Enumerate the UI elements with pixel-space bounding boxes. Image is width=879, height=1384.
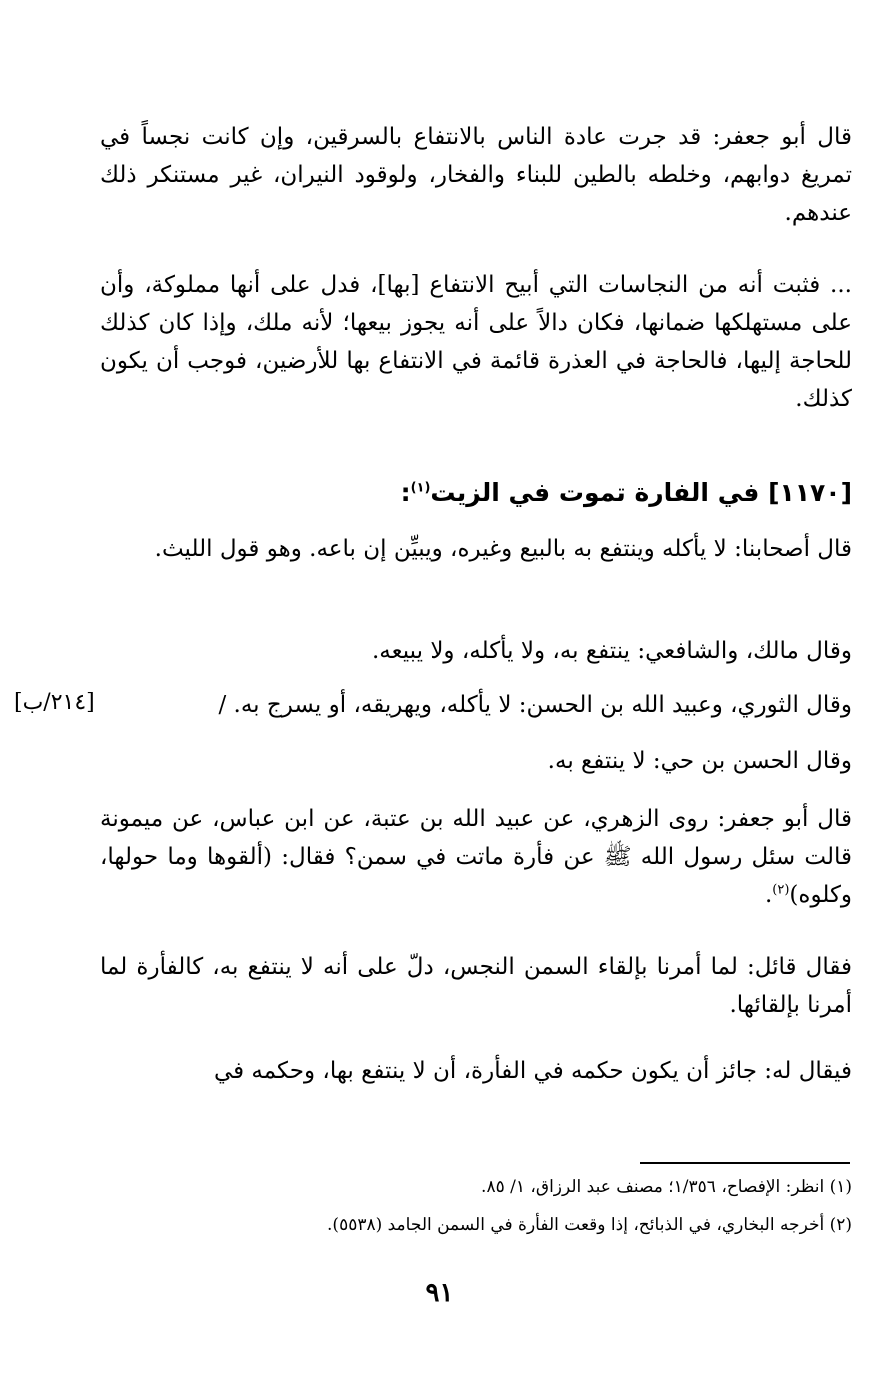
heading-colon: : xyxy=(400,478,411,507)
manuscript-folio-reference: [٢١٤/ب] xyxy=(14,690,95,715)
paragraph-2: ... فثبت أنه من النجاسات التي أبيح الانتفاع [بها]، فدل على أنها مملوكة، وأن على مستهلكها ضمانها، فكان دالاً على أنه يجوز بيعها؛ لأنه ملك، وإذا كان كذلك للحاجة إليها، فالحاجة في العذرة قائمة في الانتفاع بها للأرضين، فوجب أن يكون كذلك. xyxy=(100,272,852,412)
footnote-2: (٢) أخرجه البخاري، في الذبائح، إذا وقعت الفأرة في السمن الجامد (٥٥٣٨). xyxy=(327,1215,852,1235)
footnote-marker-1: (١) xyxy=(410,480,431,496)
paragraph-8: فقال قائل: لما أمرنا بإلقاء السمن النجس، دلّ على أنه لا ينتفع به، كالفأرة لما أمرنا بإلقائها. xyxy=(100,954,853,1018)
section-heading xyxy=(100,478,852,507)
footnote-marker-2: (٢) xyxy=(772,882,790,898)
footnote-1: (١) انظر: الإفصاح، ١/٣٥٦؛ مصنف عبد الرزاق، ١/ ٨٥. xyxy=(481,1177,852,1197)
footnote-separator xyxy=(640,1162,850,1164)
paragraph-3: قال أصحابنا: لا يأكله وينتفع به بالبيع وغيره، ويبيِّن إن باعه. وهو قول الليث. xyxy=(154,536,852,562)
paragraph-5: وقال الثوري، وعبيد الله بن الحسن: لا يأكله، ويهريقه، أو يسرج به. / xyxy=(218,692,852,718)
paragraph-4: وقال مالك، والشافعي: ينتفع به، ولا يأكله، ولا يبيعه. xyxy=(371,638,852,664)
paragraph-7-end: . xyxy=(764,882,773,908)
section-title: في الفارة تموت في الزيت xyxy=(430,478,760,507)
paragraph-7 xyxy=(100,800,852,914)
paragraph-9: فيقال له: جائز أن يكون حكمه في الفأرة، أن لا ينتفع بها، وحكمه في xyxy=(213,1058,852,1084)
paragraph-1: قال أبو جعفر: قد جرت عادة الناس بالانتفاع بالسرقين، وإن كانت نجساً في تمريغ دوابهم، وخلطه بالطين للبناء والفخار، ولوقود النيران، غير مستنكر ذلك عندهم. xyxy=(100,124,852,226)
paragraph-7-text: قال أبو جعفر: روى الزهري، عن عبيد الله بن عتبة، عن ابن عباس، عن ميمونة قالت سئل رسول الله ﷺ عن فأرة ماتت في سمن؟ فقال: (ألقوها وما حولها، وكلوه) xyxy=(100,806,852,908)
section-number: [١١٧٠] xyxy=(768,478,852,507)
page-number: ٩١ xyxy=(425,1278,454,1308)
paragraph-6: وقال الحسن بن حي: لا ينتفع به. xyxy=(547,748,852,774)
